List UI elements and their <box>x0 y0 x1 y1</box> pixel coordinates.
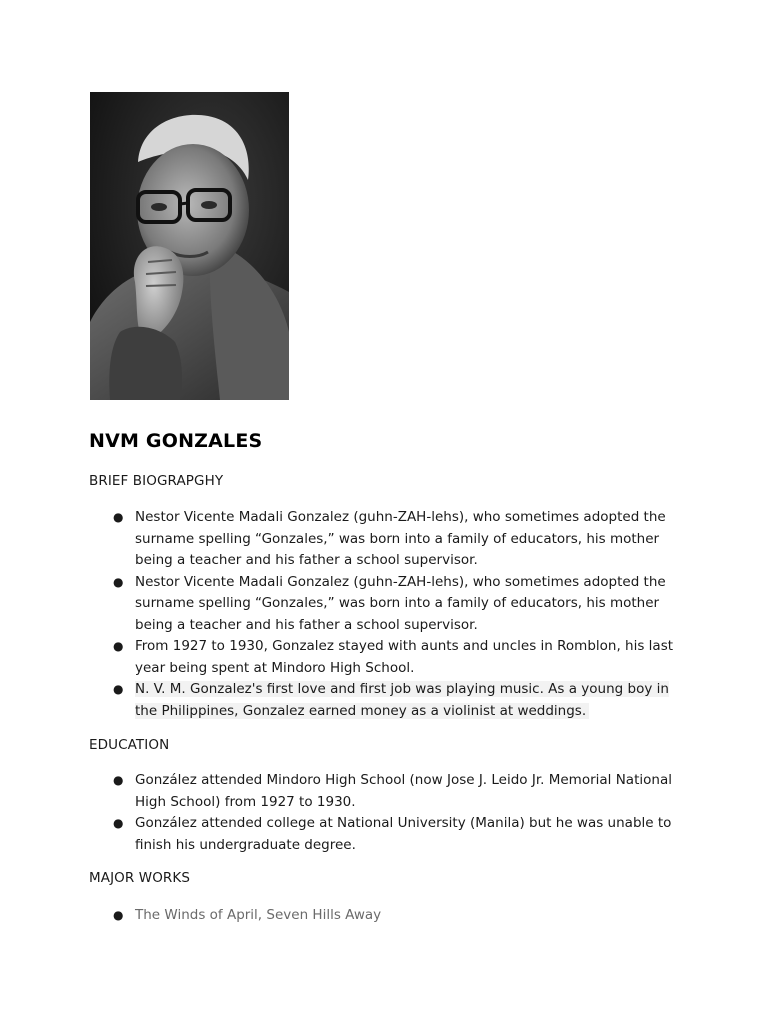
major-works-list <box>112 905 682 927</box>
list-item: ● N. V. M. Gonzalez's first love and first job was playing music. As a young boy in the Philippines, Gonzalez earned money as a violinist at weddings. <box>113 681 669 719</box>
list-item: ● Nestor Vicente Madali Gonzalez (guhn-ZAH-lehs), who sometimes adopted the surname spelling “Gonzales,” was born into a family of educators, his mother being a teacher and his father a school supervisor. <box>113 509 666 568</box>
bullet-icon: ● <box>113 816 124 830</box>
page-title: NVM GONZALES <box>89 430 263 452</box>
section-heading-major-works: MAJOR WORKS <box>89 870 191 886</box>
bullet-icon: ● <box>113 510 124 524</box>
bullet-icon: ● <box>113 773 124 787</box>
list-item: ● The Winds of April, Seven Hills Away <box>112 905 682 927</box>
bullet-icon: ● <box>113 908 124 922</box>
education-list <box>112 770 682 856</box>
list-item: ● González attended college at National University (Manila) but he was unable to finish his undergraduate degree. <box>113 815 672 853</box>
bullet-icon: ● <box>113 682 124 696</box>
list-item: ● From 1927 to 1930, Gonzalez stayed with aunts and uncles in Romblon, his last year being spent at Mindoro High School. <box>113 638 674 676</box>
section-heading-education: EDUCATION <box>89 737 170 753</box>
bullet-icon: ● <box>113 639 124 653</box>
list-item: ● Nestor Vicente Madali Gonzalez (guhn-ZAH-lehs), who sometimes adopted the surname spelling “Gonzales,” was born into a family of educators, his mother being a teacher and his father a school supervisor. <box>113 573 666 633</box>
list-item: ● González attended Mindoro High School (now Jose J. Leido Jr. Memorial National High School) from 1927 to 1930. <box>113 772 672 810</box>
bullet-icon: ● <box>113 574 124 589</box>
author-portrait <box>90 92 289 400</box>
biography-list <box>112 507 682 722</box>
section-heading-biography: BRIEF BIOGRAPGHY <box>89 473 224 489</box>
